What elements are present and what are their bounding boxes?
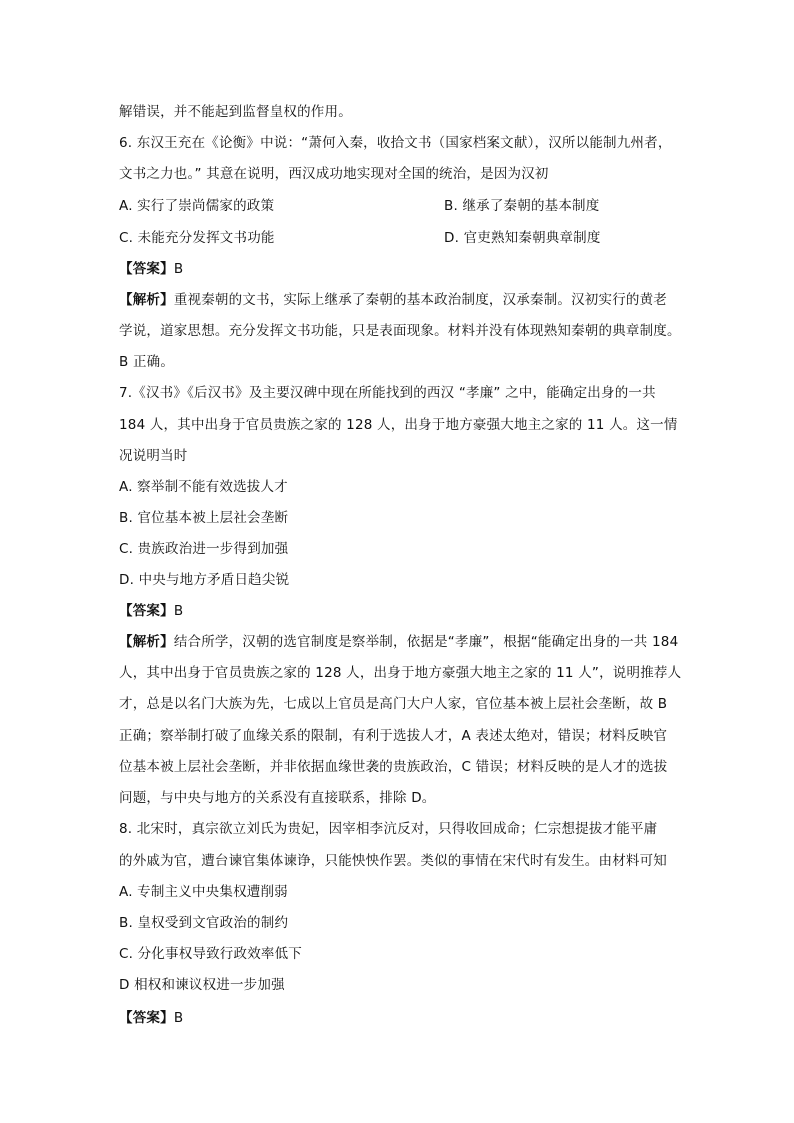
q8-answer xyxy=(119,1009,183,1027)
question-8-stem-cont: 的外戚为官，遭台谏官集体谏诤，只能怏怏作罢。类似的事情在宋代时有发生。由材料可知 xyxy=(119,853,667,869)
q8-option-d: D 相权和谏议权进一步加强 xyxy=(119,977,285,993)
q6-analysis-line-2: 学说，道家思想。充分发挥文书功能，只是表面现象。材料并没有体现熟知秦朝的典章制度。 xyxy=(119,323,681,339)
q7-answer xyxy=(119,602,183,620)
answer-value: B xyxy=(173,1010,184,1026)
analysis-label: 【解析】 xyxy=(119,292,174,308)
q6-option-c: C. 未能充分发挥文书功能 xyxy=(119,230,275,246)
q6-analysis xyxy=(119,291,667,309)
q7-option-a: A. 察举制不能有效选拔人才 xyxy=(119,479,288,495)
q6-analysis-line-3: B 正确。 xyxy=(119,354,175,370)
question-7-stem-cont: 184 人，其中出身于官员贵族之家的 128 人，出身于地方豪强大地主之家的 11 人。这一情 xyxy=(119,417,678,433)
text-line: 解错误，并不能起到监督皇权的作用。 xyxy=(119,104,352,120)
question-8-stem: 8. 北宋时，真宗欲立刘氏为贵妃，因宰相李沆反对，只得收回成命；仁宗想提拔才能平庸 xyxy=(119,821,658,837)
q7-analysis-line-6: 问题，与中央与地方的关系没有直接联系，排除 D。 xyxy=(119,790,436,806)
q8-option-c: C. 分化事权导致行政效率低下 xyxy=(119,946,303,962)
q8-option-a: A. 专制主义中央集权遭削弱 xyxy=(119,884,288,900)
question-7-stem-end: 况说明当时 xyxy=(119,448,188,464)
q7-option-b: B. 官位基本被上层社会垄断 xyxy=(119,510,289,526)
analysis-label: 【解析】 xyxy=(119,634,174,650)
answer-value: B xyxy=(173,261,184,277)
question-6-stem-cont: 文书之力也。” 其意在说明，西汉成功地实现对全国的统治，是因为汉初 xyxy=(119,166,549,182)
answer-label: 【答案】 xyxy=(119,603,174,619)
q8-option-b: B. 皇权受到文官政治的制约 xyxy=(119,915,289,931)
q7-analysis-line-4: 正确；察举制打破了血缘关系的限制，有利于选拔人才，A 表述太绝对，错误；材料反映官 xyxy=(119,728,668,744)
q7-analysis-line-5: 位基本被上层社会垄断，并非依据血缘世袭的贵族政治，C 错误；材料反映的是人才的选拔 xyxy=(119,759,668,775)
question-6-stem: 6. 东汉王充在《论衡》中说：“萧何入秦，收拾文书（国家档案文献），汉所以能制九州者， xyxy=(119,135,672,151)
answer-value: B xyxy=(173,603,184,619)
question-7-stem: 7.《汉书》《后汉书》及主要汉碑中现在所能找到的西汉 “孝廉” 之中，能确定出身的一共 xyxy=(119,385,656,401)
q6-option-b: B. 继承了秦朝的基本制度 xyxy=(444,198,600,214)
analysis-text: 重视秦朝的文书，实际上继承了秦朝的基本政治制度，汉承秦制。汉初实行的黄老 xyxy=(173,292,668,308)
q6-option-d: D. 官吏熟知秦朝典章制度 xyxy=(444,230,601,246)
q6-answer xyxy=(119,260,183,278)
answer-label: 【答案】 xyxy=(119,261,174,277)
q6-option-a: A. 实行了崇尚儒家的政策 xyxy=(119,198,275,214)
q7-analysis-line-2: 人，其中出身于官员贵族之家的 128 人，出身于地方豪强大地主之家的 11 人”，说明推荐人 xyxy=(119,665,682,681)
q7-option-c: C. 贵族政治进一步得到加强 xyxy=(119,541,289,557)
q7-option-d: D. 中央与地方矛盾日趋尖锐 xyxy=(119,572,290,588)
q7-analysis xyxy=(119,633,678,651)
analysis-text: 结合所学，汉朝的选官制度是察举制，依据是“孝廉”，根据“能确定出身的一共 184 xyxy=(173,634,679,650)
q7-analysis-line-3: 才，总是以名门大族为先，七成以上官员是高门大户人家，官位基本被上层社会垄断，故 B xyxy=(119,696,668,712)
answer-label: 【答案】 xyxy=(119,1010,174,1026)
